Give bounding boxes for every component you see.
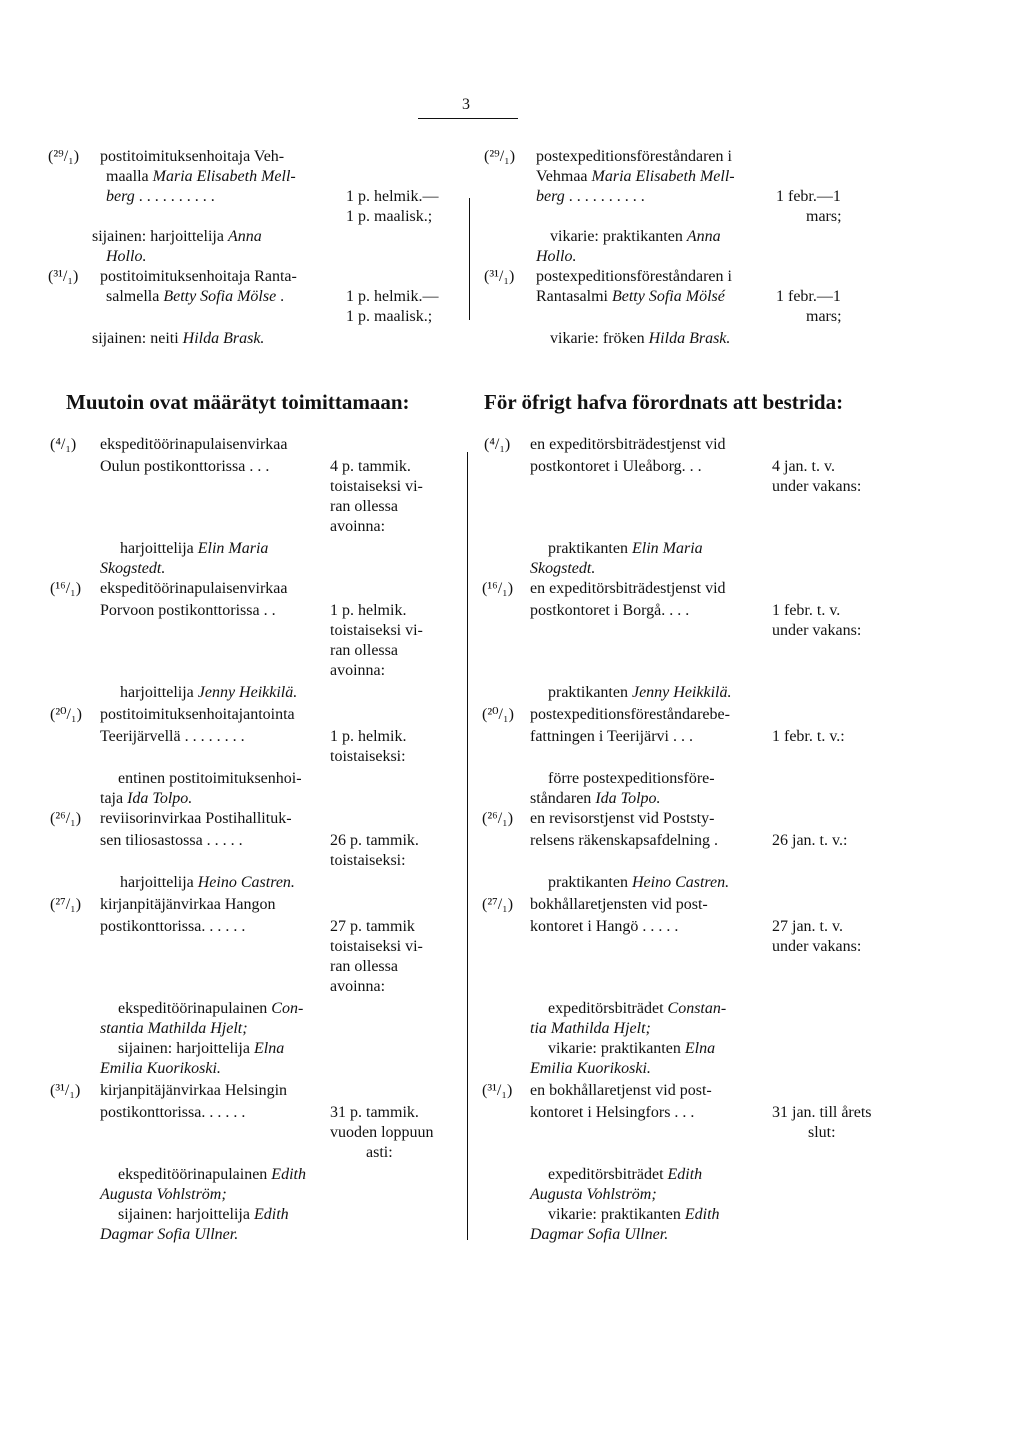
entry-text: en bokhållaretjenst vid post- [530, 1082, 712, 1099]
entry-date: 1 febr.—1 [776, 188, 841, 205]
entry-date: under vakans: [772, 622, 862, 639]
entry-text: Oulun postikonttorissa . . . [100, 458, 270, 475]
substitute: sijainen: neiti Hilda Brask. [92, 330, 265, 347]
substitute: taja Ida Tolpo. [100, 790, 193, 807]
substitute: Emilia Kuorikoski. [530, 1060, 651, 1077]
substitute: förre postexpeditionsföre- [548, 770, 715, 787]
substitute: sijainen: harjoittelija Anna [92, 228, 262, 245]
entry-text: Rantasalmi Betty Sofia Mölsé [536, 288, 725, 305]
entry-text: fattningen i Teerijärvi . . . [530, 728, 693, 745]
entry-number: (³¹/₁) [482, 1082, 513, 1099]
entry-text: reviisorinvirkaa Postihallituk- [100, 810, 292, 827]
substitute: praktikanten Jenny Heikkilä. [548, 684, 732, 701]
entry-date: asti: [366, 1144, 393, 1161]
entry-date: 26 p. tammik. [330, 832, 419, 849]
entry-date: avoinna: [330, 662, 386, 679]
heading-sv: För öfrigt hafva förordnats att bestrida: [484, 390, 844, 414]
entry-date: 4 p. tammik. [330, 458, 411, 475]
entry-text: berg . . . . . . . . . . [106, 188, 215, 205]
entry-text: berg . . . . . . . . . . [536, 188, 645, 205]
entry-text: sen tiliosastossa . . . . . [100, 832, 243, 849]
entry-text: Vehmaa Maria Elisabeth Mell- [536, 168, 735, 185]
entry-date: toistaiseksi vi- [330, 938, 423, 955]
entry-date: toistaiseksi vi- [330, 478, 423, 495]
entry-text: postkontoret i Uleåborg. . . [530, 458, 702, 475]
entry-text: kontoret i Helsingfors . . . [530, 1104, 695, 1121]
substitute: ekspeditöörinapulainen Con- [118, 1000, 304, 1017]
page-number: 3 [462, 96, 470, 113]
substitute: expeditörsbiträdet Edith [548, 1166, 703, 1183]
entry-number: (¹⁶/₁) [482, 580, 514, 597]
entry-date: mars; [806, 308, 842, 325]
entry-date: 1 p. helmik. [330, 602, 407, 619]
entry-text: kontoret i Hangö . . . . . [530, 918, 679, 935]
substitute: Hollo. [106, 248, 147, 265]
entry-date: ran ollessa [330, 642, 398, 659]
entry-date: 31 p. tammik. [330, 1104, 419, 1121]
entry-number: (²⁷/₁) [482, 896, 514, 913]
entry-date: 1 p. helmik.— [346, 288, 439, 305]
top-column-rule [469, 198, 470, 320]
substitute: expeditörsbiträdet Constan- [548, 1000, 727, 1017]
substitute: Dagmar Sofia Ullner. [100, 1226, 239, 1243]
entry-text: Teerijärvellä . . . . . . . . [100, 728, 245, 745]
entry-date: toistaiseksi vi- [330, 622, 423, 639]
substitute: stantia Mathilda Hjelt; [100, 1020, 248, 1037]
entry-number: (⁴/₁) [50, 436, 77, 453]
entry-text: ekspeditöörinapulaisenvirkaa [100, 580, 288, 597]
entry-date: under vakans: [772, 938, 862, 955]
entry-text: en expeditörsbiträdestjenst vid [530, 580, 726, 597]
entry-number: (³¹/₁) [48, 268, 79, 285]
entry-text: postikonttorissa. . . . . . [100, 1104, 246, 1121]
entry-text: postitoimituksenhoitajantointa [100, 706, 295, 723]
entry-number: (²⁹/₁) [48, 148, 80, 165]
entry-text: kirjanpitäjänvirkaa Hangon [100, 896, 276, 913]
substitute: Hollo. [536, 248, 577, 265]
substitute: Augusta Vohlström; [530, 1186, 657, 1203]
substitute: sijainen: harjoittelija Elna [118, 1040, 285, 1057]
entry-text: kirjanpitäjänvirkaa Helsingin [100, 1082, 288, 1099]
header-rule [418, 118, 518, 119]
substitute: sijainen: harjoittelija Edith [118, 1206, 289, 1223]
heading-fi: Muutoin ovat määrätyt toimittamaan: [66, 390, 410, 414]
substitute: praktikanten Elin Maria [548, 540, 703, 557]
entry-date: under vakans: [772, 478, 862, 495]
entry-text: bokhållaretjensten vid post- [530, 896, 708, 913]
entry-number: (¹⁶/₁) [50, 580, 82, 597]
entry-text: relsens räkenskapsafdelning . [530, 832, 718, 849]
substitute: praktikanten Heino Castren. [548, 874, 730, 891]
substitute: vikarie: praktikanten Edith [548, 1206, 720, 1223]
entry-date: 1 p. maalisk.; [346, 208, 433, 225]
entry-number: (²⁰/₁) [50, 706, 82, 723]
entry-number: (²⁰/₁) [482, 706, 514, 723]
entry-date: ran ollessa [330, 498, 398, 515]
entry-date: avoinna: [330, 978, 386, 995]
entry-text: ekspeditöörinapulaisenvirkaa [100, 436, 288, 453]
entry-number: (³¹/₁) [50, 1082, 81, 1099]
substitute: harjoittelija Heino Castren. [120, 874, 295, 891]
substitute: Skogstedt. [100, 560, 166, 577]
substitute: tia Mathilda Hjelt; [530, 1020, 651, 1037]
entry-text: postitoimituksenhoitaja Veh- [100, 148, 285, 165]
entry-date: 1 febr. t. v. [772, 602, 841, 619]
entry-date: 1 febr. t. v.: [772, 728, 845, 745]
entry-date: mars; [806, 208, 842, 225]
entry-text: maalla Maria Elisabeth Mell- [106, 168, 296, 185]
entry-text: en revisorstjenst vid Poststy- [530, 810, 715, 827]
substitute: Skogstedt. [530, 560, 596, 577]
entry-date: 1 febr.—1 [776, 288, 841, 305]
entry-date: toistaiseksi: [330, 748, 406, 765]
entry-date: slut: [808, 1124, 836, 1141]
substitute: harjoittelija Jenny Heikkilä. [120, 684, 298, 701]
entry-text: postkontoret i Borgå. . . . [530, 602, 690, 619]
substitute: Dagmar Sofia Ullner. [530, 1226, 669, 1243]
entry-number: (²⁷/₁) [50, 896, 82, 913]
entry-date: ran ollessa [330, 958, 398, 975]
substitute: Emilia Kuorikoski. [100, 1060, 221, 1077]
entry-number: (⁴/₁) [484, 436, 511, 453]
main-column-rule [467, 452, 468, 1240]
substitute: ekspeditöörinapulainen Edith [118, 1166, 306, 1183]
entry-date: toistaiseksi: [330, 852, 406, 869]
entry-date: 27 jan. t. v. [772, 918, 843, 935]
entry-text: postikonttorissa. . . . . . [100, 918, 246, 935]
entry-date: 1 p. helmik.— [346, 188, 439, 205]
entry-text: postexpeditionsföreståndaren i [536, 148, 732, 165]
substitute: entinen postitoimituksenhoi- [118, 770, 302, 787]
entry-number: (²⁶/₁) [482, 810, 514, 827]
entry-date: 1 p. helmik. [330, 728, 407, 745]
entry-date: vuoden loppuun [330, 1124, 434, 1141]
entry-text: en expeditörsbiträdestjenst vid [530, 436, 726, 453]
entry-date: 1 p. maalisk.; [346, 308, 433, 325]
substitute: vikarie: praktikanten Elna [548, 1040, 716, 1057]
entry-text: postexpeditionsföreståndaren i [536, 268, 732, 285]
substitute: vikarie: praktikanten Anna [550, 228, 721, 245]
substitute: harjoittelija Elin Maria [120, 540, 269, 557]
substitute: Augusta Vohlström; [100, 1186, 227, 1203]
entry-number: (³¹/₁) [484, 268, 515, 285]
entry-date: 31 jan. till årets [772, 1104, 872, 1121]
entry-text: salmella Betty Sofia Mölse . [106, 288, 285, 305]
entry-date: 26 jan. t. v.: [772, 832, 848, 849]
entry-date: 4 jan. t. v. [772, 458, 835, 475]
substitute: ståndaren Ida Tolpo. [530, 790, 661, 807]
entry-number: (²⁶/₁) [50, 810, 82, 827]
entry-number: (²⁹/₁) [484, 148, 516, 165]
entry-text: postitoimituksenhoitaja Ranta- [100, 268, 297, 285]
substitute: vikarie: fröken Hilda Brask. [550, 330, 731, 347]
entry-date: avoinna: [330, 518, 386, 535]
entry-text: Porvoon postikonttorissa . . [100, 602, 276, 619]
entry-text: postexpeditionsföreståndarebe- [530, 706, 730, 723]
entry-date: 27 p. tammik [330, 918, 415, 935]
